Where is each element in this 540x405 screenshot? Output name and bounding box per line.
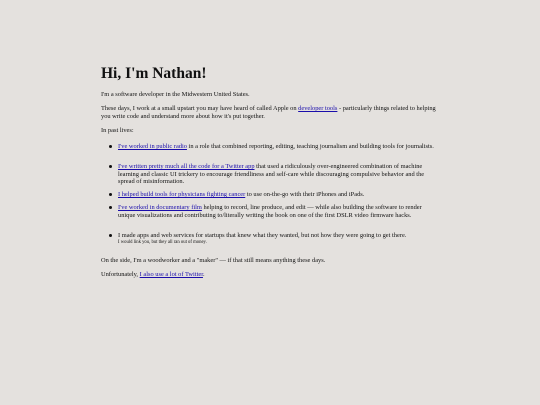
developer-tools-link[interactable]: developer tools [298,105,338,112]
bullet-icon [109,145,112,148]
bullet-icon [109,206,112,209]
bullet-icon [109,165,112,168]
intro-paragraph: I'm a software developer in the Midwestern United States. [101,91,250,98]
list-item-text: in a role that combined reporting, editing, teaching journalism and building tools for journalists. [186,143,434,150]
side-paragraph: On the side, I'm a woodworker and a "maker" — if that still means anything these days. [101,257,326,264]
twitter-link[interactable]: I also use a lot of Twitter [139,271,203,278]
list-item [118,143,438,151]
list-item-note: I would link you, but they all ran out of money. [118,239,207,245]
list-item-text: that used a ridiculously over-engineered combination of machine learning and classic UI trickery to encourage friendliness and self-care while discouraging compulsive behavior and the spread of misinformation. [118,163,425,186]
public-radio-link[interactable]: I've worked in public radio [118,143,187,150]
cancer-tools-link[interactable]: I helped build tools for physicians fighting cancer [118,191,246,198]
twitter-paragraph [101,271,439,279]
list-item [118,191,438,199]
past-lives-label: In past lives: [101,127,134,134]
current-work-paragraph [101,105,439,120]
current-work-text-after: - particularly things related to helping you write code and understand more about how it's put together. [101,105,436,120]
twitter-text-after: . [202,271,205,278]
bullet-icon [109,193,112,196]
bullet-icon [109,234,112,237]
list-item-text: to use on-the-go with their iPhones and iPads. [245,191,365,198]
current-work-text-before: These days, I work at a small upstart you may have heard of called Apple on [101,105,299,112]
list-item-text: helping to record, line produce, and edit — while also building the software to render unique visualizations and contributing to/literally writing the book on one of the first DSLR video firmware hacks. [118,204,422,219]
documentary-film-link[interactable]: I've worked in documentary film [118,204,202,211]
list-item-text: I made apps and web services for startups that knew what they wanted, but not how they were going to get there. [118,232,407,239]
twitter-app-link[interactable]: I've written pretty much all the code for a Twitter app [118,163,255,170]
twitter-text-before: Unfortunately, [101,271,140,278]
page-title: Hi, I'm Nathan! [101,65,207,82]
list-item [118,232,438,246]
list-item [118,204,438,219]
list-item [118,163,438,186]
